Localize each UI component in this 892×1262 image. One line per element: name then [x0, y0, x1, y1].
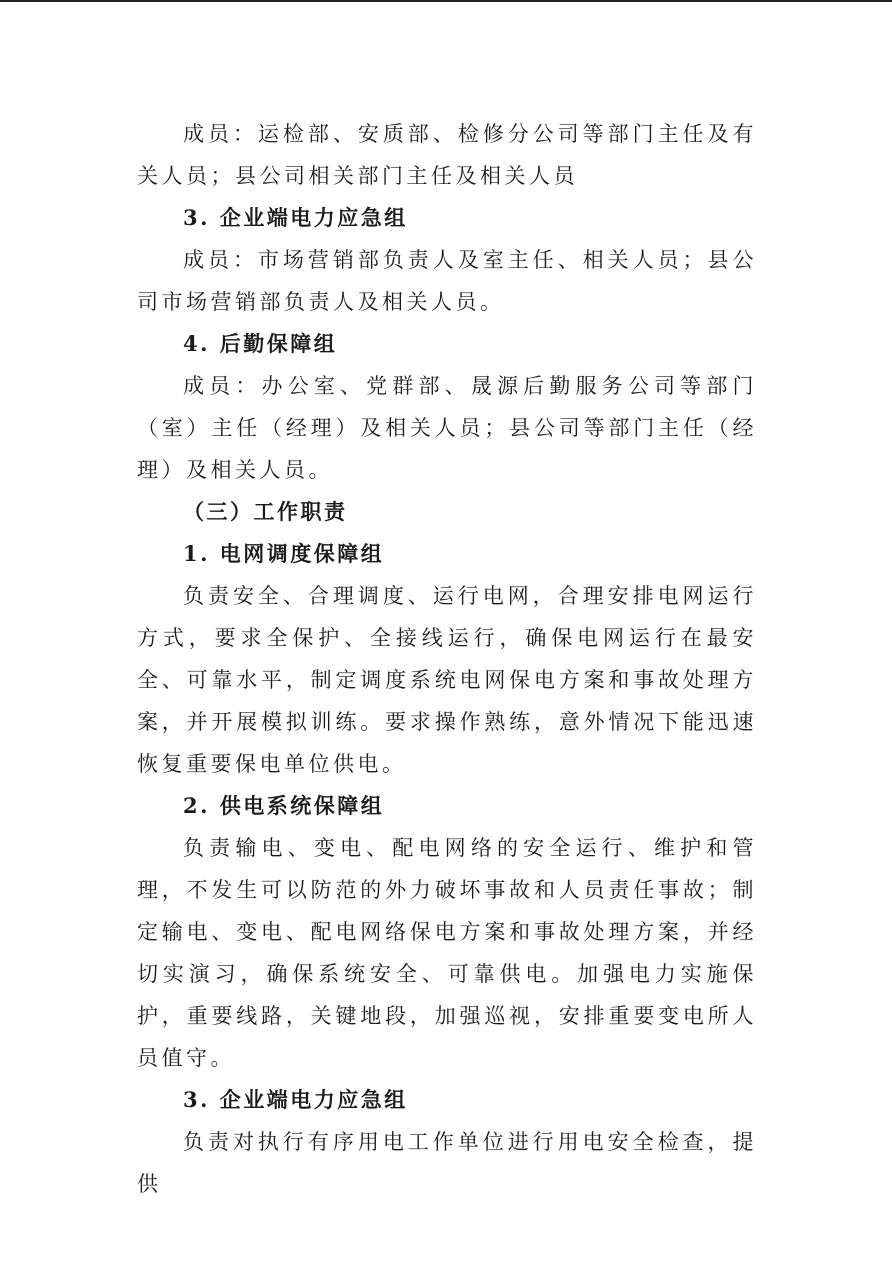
heading-logistics-group: 4. 后勤保障组	[183, 331, 338, 356]
heading-supply-system-group: 2. 供电系统保障组	[183, 793, 385, 818]
heading-dispatch-group: 1. 电网调度保障组	[183, 541, 385, 566]
heading-enterprise-emergency-group-2: 3. 企业端电力应急组	[183, 1087, 408, 1112]
heading-work-duties: （三）工作职责	[183, 499, 348, 524]
page-top-border	[0, 0, 892, 2]
document-page	[137, 113, 757, 1205]
members-logistics: 成员：办公室、党群部、晟源后勤服务公司等部门（室）主任（经理）及相关人员；县公司等部门主任（经理）及相关人员。	[137, 374, 757, 482]
members-ops-maintenance: 成员：运检部、安质部、检修分公司等部门主任及有关人员；县公司相关部门主任及相关人员	[137, 122, 757, 188]
duties-enterprise-emergency: 负责对执行有序用电工作单位进行用电安全检查，提供	[137, 1130, 757, 1196]
duties-supply-system: 负责输电、变电、配电网络的安全运行、维护和管理，不发生可以防范的外力破坏事故和人员责任事故；制定输电、变电、配电网络保电方案和事故处理方案，并经切实演习，确保系统安全、可靠供电。加强电力实施保护，重要线路，关键地段，加强巡视，安排重要变电所人员值守。	[137, 836, 757, 1070]
duties-dispatch: 负责安全、合理调度、运行电网，合理安排电网运行方式，要求全保护、全接线运行，确保电网运行在最安全、可靠水平，制定调度系统电网保电方案和事故处理方案，并开展模拟训练。要求操作熟练，意外情况下能迅速恢复重要保电单位供电。	[137, 584, 757, 776]
members-enterprise-emergency: 成员：市场营销部负责人及室主任、相关人员；县公司市场营销部负责人及相关人员。	[137, 248, 757, 314]
heading-enterprise-emergency-group: 3. 企业端电力应急组	[183, 205, 408, 230]
